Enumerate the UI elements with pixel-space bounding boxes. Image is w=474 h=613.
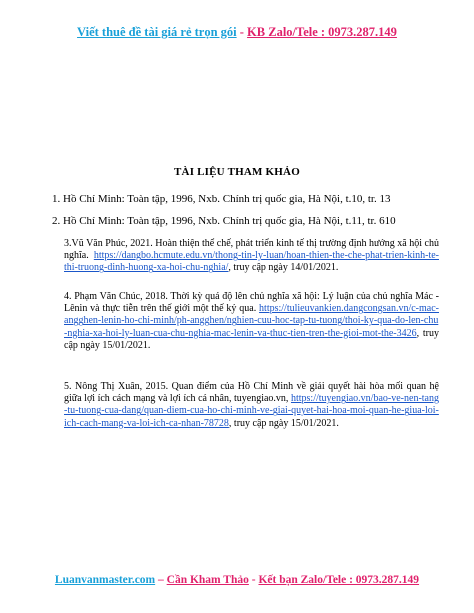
reference-item-4 xyxy=(64,291,439,352)
header-contact-link[interactable]: KB Zalo/Tele : 0973.287.149 xyxy=(247,25,397,39)
footer-site-link[interactable]: Luanvanmaster.com xyxy=(54,574,156,586)
reference-item-2: 2. Hồ Chí Minh: Toàn tập, 1996, Nxb. Chính trị quốc gia, Hà Nội, t.11, tr. 610 xyxy=(52,215,396,227)
reference-5-text: 5. Nông Thị Xuân, 2015. Quan điểm của Hồ Chí Minh về giải quyết hài hòa mối quan hệ giữa lợi ích cách mạng và lợi ích cá nhân, tuyengiao.vn, xyxy=(64,381,439,405)
footer-separator: - xyxy=(248,574,259,586)
reference-4-link[interactable]: https://tulieuvankien.dangcongsan.vn/c-mac-angghen-lenin-ho-chi-minh/ph-angghen/nghien-cuu-hoc-tap-tu-tuong/thoi-ky-qua-do-len-chu-nghia-xa-hoi-ly-luan-cua-chu-nghia-mac-lenin-va-thuc-tien-tren-the-gioi-mot-the-3426 xyxy=(64,303,439,339)
references-title: TÀI LIỆU THAM KHẢO xyxy=(174,166,300,178)
footer-dash: – xyxy=(155,574,167,586)
reference-4-access-date: , truy cập ngày 15/01/2021. xyxy=(64,327,439,351)
reference-5-access-date: , truy cập ngày 15/01/2021. xyxy=(228,417,339,429)
header-service-link[interactable]: Viết thuê đề tài giá rẻ trọn gói xyxy=(77,25,237,39)
reference-3-access-date: , truy cập ngày 14/01/2021. xyxy=(228,262,339,274)
reference-4-text: 4. Phạm Văn Chúc, 2018. Thời kỳ quá độ lên chủ nghĩa xã hội: Lý luận của chủ nghĩa Mác - Lênin và thực tiễn trên thế giới một thế kỷ qua. xyxy=(64,291,439,315)
footer-name: Cần Kham Thảo xyxy=(166,574,249,586)
header-separator: - xyxy=(236,25,248,39)
page-header xyxy=(0,25,474,40)
reference-item-3 xyxy=(64,238,439,275)
footer-contact-link[interactable]: Kết bạn Zalo/Tele : 0973.287.149 xyxy=(258,574,420,586)
reference-3-link[interactable]: https://dangbo.hcmute.edu.vn/thong-tin-ly-luan/hoan-thien-the-che-phat-trien-kinh-te-thi-truong-dinh-huong-xa-hoi-chu-nghia/ xyxy=(64,250,439,274)
page-footer xyxy=(0,574,474,586)
reference-item-5 xyxy=(64,381,439,430)
reference-3-text: 3.Vũ Văn Phúc, 2021. Hoàn thiện thể chế, phát triển kinh tế thị trường định hướng xã hội chủ nghĩa. xyxy=(64,238,439,262)
reference-item-1: 1. Hồ Chí Minh: Toàn tập, 1996, Nxb. Chính trị quốc gia, Hà Nội, t.10, tr. 13 xyxy=(52,193,391,205)
reference-5-link[interactable]: https://tuyengiao.vn/bao-ve-nen-tang-tu-tuong-cua-dang/quan-diem-cua-ho-chi-minh-ve-giai-quyet-hai-hoa-moi-quan-he-giua-loi-ich-cach-mang-va-loi-ich-ca-nhan-78728 xyxy=(64,393,439,429)
